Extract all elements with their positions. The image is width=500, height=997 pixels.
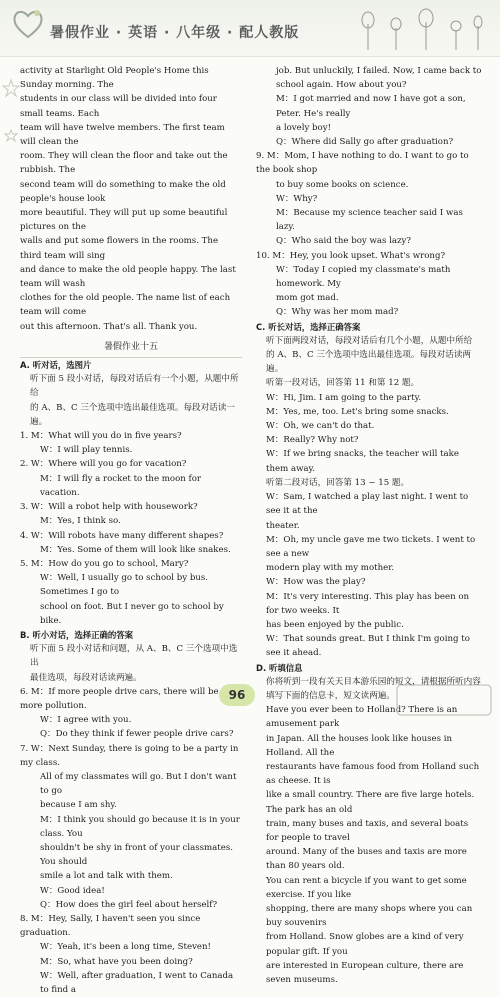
text-line: M：I got married and now I have got a son, Peter. He's really xyxy=(276,94,466,119)
text-line: 9. M：Mom, I have nothing to do. I want to go to the book shop xyxy=(256,151,469,176)
text-line: train, many buses and taxis, and several boats for people to travel xyxy=(266,818,469,843)
right-column xyxy=(256,64,482,987)
heart-logo-icon xyxy=(10,6,46,42)
text-line: job. But unluckily, I failed. Now, I came back to xyxy=(276,66,482,76)
text-line: 听下面两段对话，每段对话后有几个小题，从题中所给 xyxy=(266,335,473,346)
text-line: W：How was the play? xyxy=(266,577,366,588)
text-line: You can rent a bicycle if you want to get some exercise. If you like xyxy=(266,875,467,900)
text-line: W：I agree with you. xyxy=(40,715,132,726)
text-line: Q：Where did Sally go after graduation? xyxy=(276,137,454,148)
text-line: W：Hi, Jim. I am going to the party. xyxy=(266,392,422,403)
text-line: 听下面 5 段小对话，每段对话后有一个小题，从题中所给 xyxy=(30,374,239,399)
text-line: to buy some books on science. xyxy=(276,179,409,190)
text-line: 6. M：If more people drive cars, there will be more pollution. xyxy=(20,686,219,711)
text-line: 最佳选项，每段对话读两遍。 xyxy=(30,672,142,683)
text-line: second team will do something to make the old people's house look xyxy=(20,179,226,204)
text-line: and dance to make the old people happy. The last team will wash xyxy=(20,264,236,290)
text-line: a lovely boy! xyxy=(276,122,332,133)
text-line: around. Many of the buses and taxis are more than 80 years old. xyxy=(266,847,467,872)
text-line: 8. M：Hey, Sally, I haven't seen you since graduation. xyxy=(20,913,201,939)
text-line: theater. xyxy=(266,520,300,531)
text-line: activity at Starlight Old People's Home this Sunday morning. The xyxy=(20,66,209,91)
text-line: W：Good idea! xyxy=(40,885,105,896)
text-line: restaurants have famous food from Holland such as cheese. It is xyxy=(266,761,480,787)
section-c-instructions xyxy=(256,334,482,377)
section-c-dialogue-2 xyxy=(256,490,482,660)
text-line: 听下面 5 段小对话和问题，从 A、B、C 三个选项中选出 xyxy=(30,644,238,669)
text-line: M：I will fly a rocket to the moon for vacation. xyxy=(40,473,201,498)
listening-passage xyxy=(256,703,482,987)
text-line: are interested in European culture, there are seven museums. xyxy=(266,960,464,985)
section-c-sub2: 听第二段对话，回答第 13 ~ 15 题。 xyxy=(266,477,410,488)
text-line: school on foot. But I never go to school by bike. xyxy=(40,601,224,626)
text-line: has been enjoyed by the public. xyxy=(266,619,404,630)
text-line: W：If we bring snacks, the teacher will take them away. xyxy=(266,449,459,474)
text-line: W：Oh, we can't do that. xyxy=(266,421,375,432)
text-line: Q：How does the girl feel about herself? xyxy=(40,899,218,910)
text-line: W：I will play tennis. xyxy=(40,445,133,456)
text-line: Q：Do they think if fewer people drive cars? xyxy=(40,729,234,740)
section-a-title: A. 听对话，选图片 xyxy=(20,360,92,371)
text-line: All of my classmates will go. But I don't want to go xyxy=(40,771,237,797)
text-line: Q：Who said the boy was lazy? xyxy=(276,236,411,247)
text-line: Q：Why was her mom mad? xyxy=(276,307,399,318)
text-line: M：Yes, me, too. Let's bring some snacks. xyxy=(266,406,449,417)
text-line: students in our class will be divided into four small teams. Each xyxy=(20,94,217,119)
text-line: 的 A、B、C 三个选项中选出最佳选项。每段对话读两遍。 xyxy=(266,350,472,375)
text-line: M：Yes, I think so. xyxy=(40,516,121,527)
text-line: because I am shy. xyxy=(40,800,117,811)
text-line: W：That sounds great. But I think I'm going to see it ahead. xyxy=(266,634,470,659)
section-b-instructions xyxy=(20,642,242,685)
text-line: W：Well, I usually go to school by bus. Sometimes I go to xyxy=(40,573,209,598)
page-header xyxy=(0,0,500,57)
text-line: more beautiful. They will put up some beautiful pictures on the xyxy=(20,208,228,233)
section-c-dialogue-1 xyxy=(256,391,482,476)
text-line: Have you ever been to Holland? There is an amusement park xyxy=(266,705,458,730)
intro-paragraph xyxy=(20,64,242,334)
text-line: M：I think you should go because it is in your class. You xyxy=(40,814,240,839)
text-line: 的 A、B、C 三个选项中选出最佳选项。每段对话读一遍。 xyxy=(30,402,236,427)
text-line: mom got mad. xyxy=(276,293,339,304)
text-line: room. They will clean the floor and take out the rubbish. The xyxy=(20,151,228,176)
dialogue-continuation xyxy=(256,64,482,320)
text-line: out this afternoon. That's all. Thank you. xyxy=(20,321,198,332)
text-line: from Holland. Snow globes are a kind of very popular gift. If you xyxy=(266,932,464,957)
section-b-title: B. 听小对话，选择正确的答案 xyxy=(20,629,133,640)
text-line: like a small country. There are five large hotels. The park has an old xyxy=(266,790,475,815)
section-c-sub1: 听第一段对话，回答第 11 和第 12 题。 xyxy=(266,378,420,389)
section-c-title: C. 听长对话，选择正确答案 xyxy=(256,321,361,332)
watermark-logo xyxy=(396,684,492,716)
tree-decoration-icon xyxy=(348,6,488,50)
page-number: 96 xyxy=(219,684,255,706)
text-line: W：Sam, I watched a play last night. I went to see it at the xyxy=(266,492,469,517)
text-line: modern play with my mother. xyxy=(266,563,395,574)
text-line: W：Why? xyxy=(276,193,318,204)
section-b-dialogues xyxy=(20,685,242,997)
section-a-dialogues xyxy=(20,429,242,628)
section-a-instructions xyxy=(20,372,242,429)
star-decoration-icon xyxy=(0,70,22,210)
text-line: school again. How about you? xyxy=(276,80,407,91)
text-line: 3. W：Will a robot help with housework? xyxy=(20,502,198,513)
text-line: W：Today I copied my classmate's math homework. My xyxy=(276,264,451,290)
text-line: M：Oh, my uncle gave me two tickets. I went to see a new xyxy=(266,534,476,559)
section-d-title: D. 听填信息 xyxy=(256,662,303,673)
text-line: team will have twelve members. The first team will clean the xyxy=(20,122,225,148)
unit-title: 暑假作业十五 xyxy=(103,341,158,352)
text-line: shouldn't be shy in front of your classmates. You should xyxy=(40,842,233,868)
text-line: 7. W：Next Sunday, there is going to be a party in my class. xyxy=(20,743,239,768)
text-line: M：Yes. Some of them will look like snakes. xyxy=(40,544,231,555)
text-line: M：It's very interesting. This play has been on for two weeks. It xyxy=(266,591,470,616)
text-line: 1. M：What will you do in five years? xyxy=(20,431,182,442)
text-line: 10. M：Hey, you look upset. What's wrong? xyxy=(256,250,446,261)
text-line: 你将听到一段有关天目本游乐园的短文，请根据所听内容 xyxy=(266,676,481,687)
text-line: 填写下面的信息卡，短文读两遍。 xyxy=(266,690,395,701)
text-line: W：Well, after graduation, I went to Canada to find a xyxy=(40,970,234,995)
text-line: 4. W：Will robots have many different shapes? xyxy=(20,530,224,541)
text-line: 2. W：Where will you go for vacation? xyxy=(20,459,187,470)
text-line: smile a lot and talk with them. xyxy=(40,871,173,882)
text-line: W：Yeah, it's been a long time, Steven! xyxy=(40,942,212,953)
text-line: M：Because my science teacher said I was lazy. xyxy=(276,208,463,233)
text-line: clothes for the old people. The name list of each team will come xyxy=(20,293,231,318)
text-line: shopping, there are many shops where you can buy souvenirs xyxy=(266,903,473,929)
text-line: in Japan. All the houses look like houses in Holland. All the xyxy=(266,733,453,758)
header-title: 暑假作业 · 英语 · 八年级 · 配人教版 xyxy=(50,25,300,41)
text-line: M：Really? Why not? xyxy=(266,435,359,446)
left-column xyxy=(20,64,242,997)
text-line: 5. M：How do you go to school, Mary? xyxy=(20,558,189,569)
text-line: walls and put some flowers in the rooms. The third team will sing xyxy=(20,236,219,261)
text-line: M：So, what have you been doing? xyxy=(40,956,193,967)
